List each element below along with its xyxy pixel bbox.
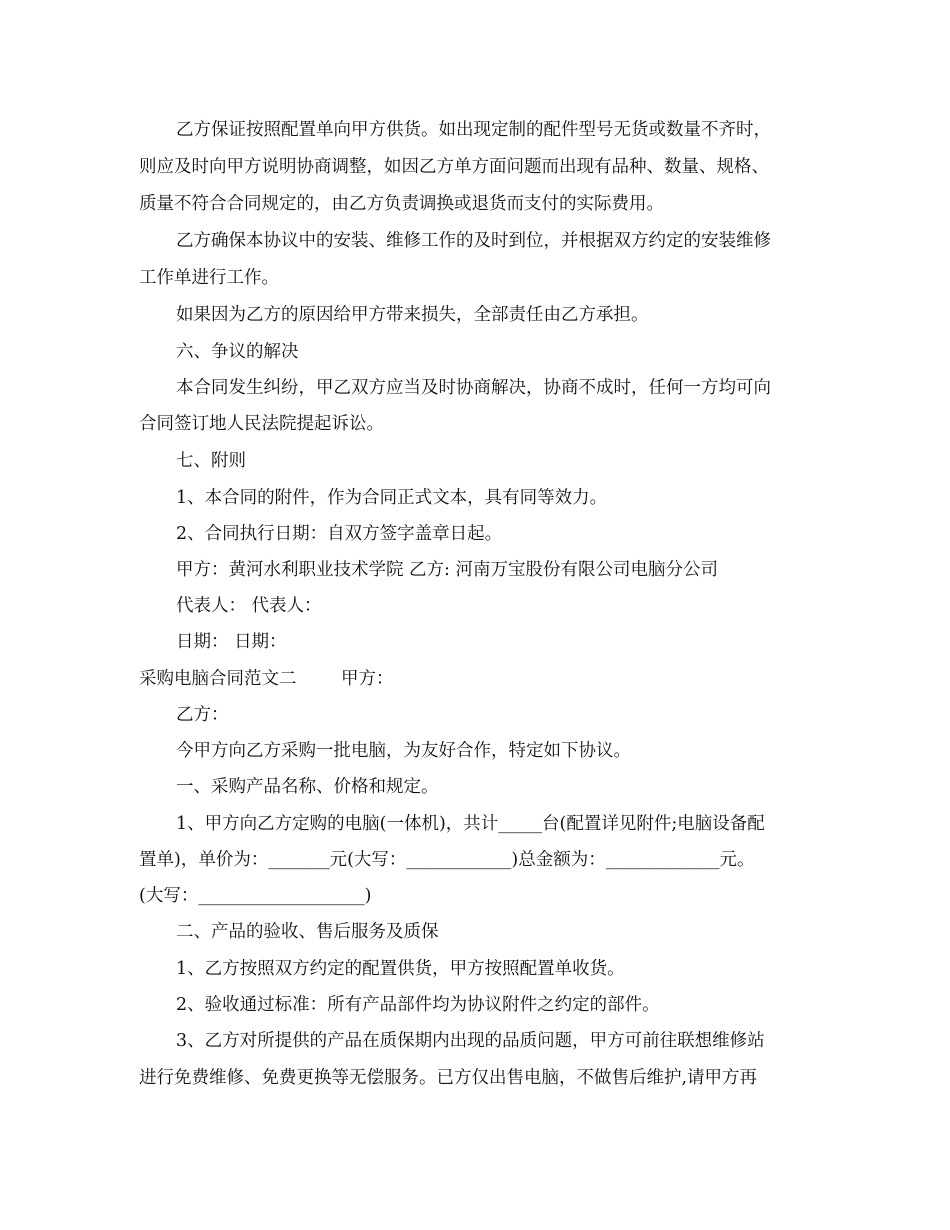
paragraph-line: 今甲方向乙方采购一批电脑，为友好合作，特定如下协议。 bbox=[176, 741, 631, 761]
paragraph-line: 进行免费维修、免费更换等无偿服务。已方仅出售电脑，不做售后维护,请甲方再 bbox=[139, 1068, 758, 1088]
paragraph-line: 2、验收通过标准：所有产品部件均为协议附件之约定的部件。 bbox=[176, 995, 660, 1015]
party-line: 甲方：黄河水利职业技术学院 乙方: 河南万宝股份有限公司电脑分公司 bbox=[176, 560, 719, 580]
date-line: 日期： 日期： bbox=[176, 632, 287, 652]
paragraph-line: 合同签订地人民法院提起诉讼。 bbox=[139, 414, 384, 434]
paragraph-line: 乙方保证按照配置单向甲方供货。如出现定制的配件型号无货或数量不齐时， bbox=[176, 120, 771, 140]
paragraph-line: 则应及时向甲方说明协商调整，如因乙方单方面问题而出现有品种、数量、规格、 bbox=[139, 157, 769, 177]
paragraph-line: (大写：___________________) bbox=[139, 886, 372, 906]
section-heading: 六、争议的解决 bbox=[176, 342, 299, 362]
paragraph-line: 乙方确保本协议中的安装、维修工作的及时到位，并根据双方约定的安装维修 bbox=[176, 231, 771, 251]
paragraph-line: 本合同发生纠纷，甲乙双方应当及时协商解决，协商不成时，任何一方均可向 bbox=[176, 378, 771, 398]
section-heading: 一、采购产品名称、价格和规定。 bbox=[176, 777, 439, 797]
paragraph-line: 1、甲方向乙方定购的电脑(一体机)，共计_____台(配置详见附件;电脑设备配 bbox=[176, 814, 765, 834]
contract-title-line: 采购电脑合同范文二 甲方： bbox=[139, 669, 394, 689]
paragraph-line: 2、合同执行日期：自双方签字盖章日起。 bbox=[176, 524, 503, 544]
paragraph-line: 1、乙方按照双方约定的配置供货，甲方按照配置单收货。 bbox=[176, 959, 625, 979]
party-line: 乙方： bbox=[176, 705, 229, 725]
representative-line: 代表人： 代表人： bbox=[176, 596, 322, 616]
paragraph-line: 3、乙方对所提供的产品在质保期内出现的品质问题，甲方可前往联想维修站 bbox=[176, 1031, 765, 1051]
paragraph-line: 质量不符合合同规定的，由乙方负责调换或退货而支付的实际费用。 bbox=[139, 194, 664, 214]
paragraph-line: 工作单进行工作。 bbox=[139, 268, 279, 288]
paragraph-line: 置单)，单价为：_______元(大写：____________)总金额为：_____________元。 bbox=[139, 850, 755, 870]
paragraph-line: 如果因为乙方的原因给甲方带来损失，全部责任由乙方承担。 bbox=[176, 305, 649, 325]
section-heading: 七、附则 bbox=[176, 451, 246, 471]
paragraph-line: 1、本合同的附件，作为合同正式文本，具有同等效力。 bbox=[176, 488, 608, 508]
section-heading: 二、产品的验收、售后服务及质保 bbox=[176, 922, 439, 942]
